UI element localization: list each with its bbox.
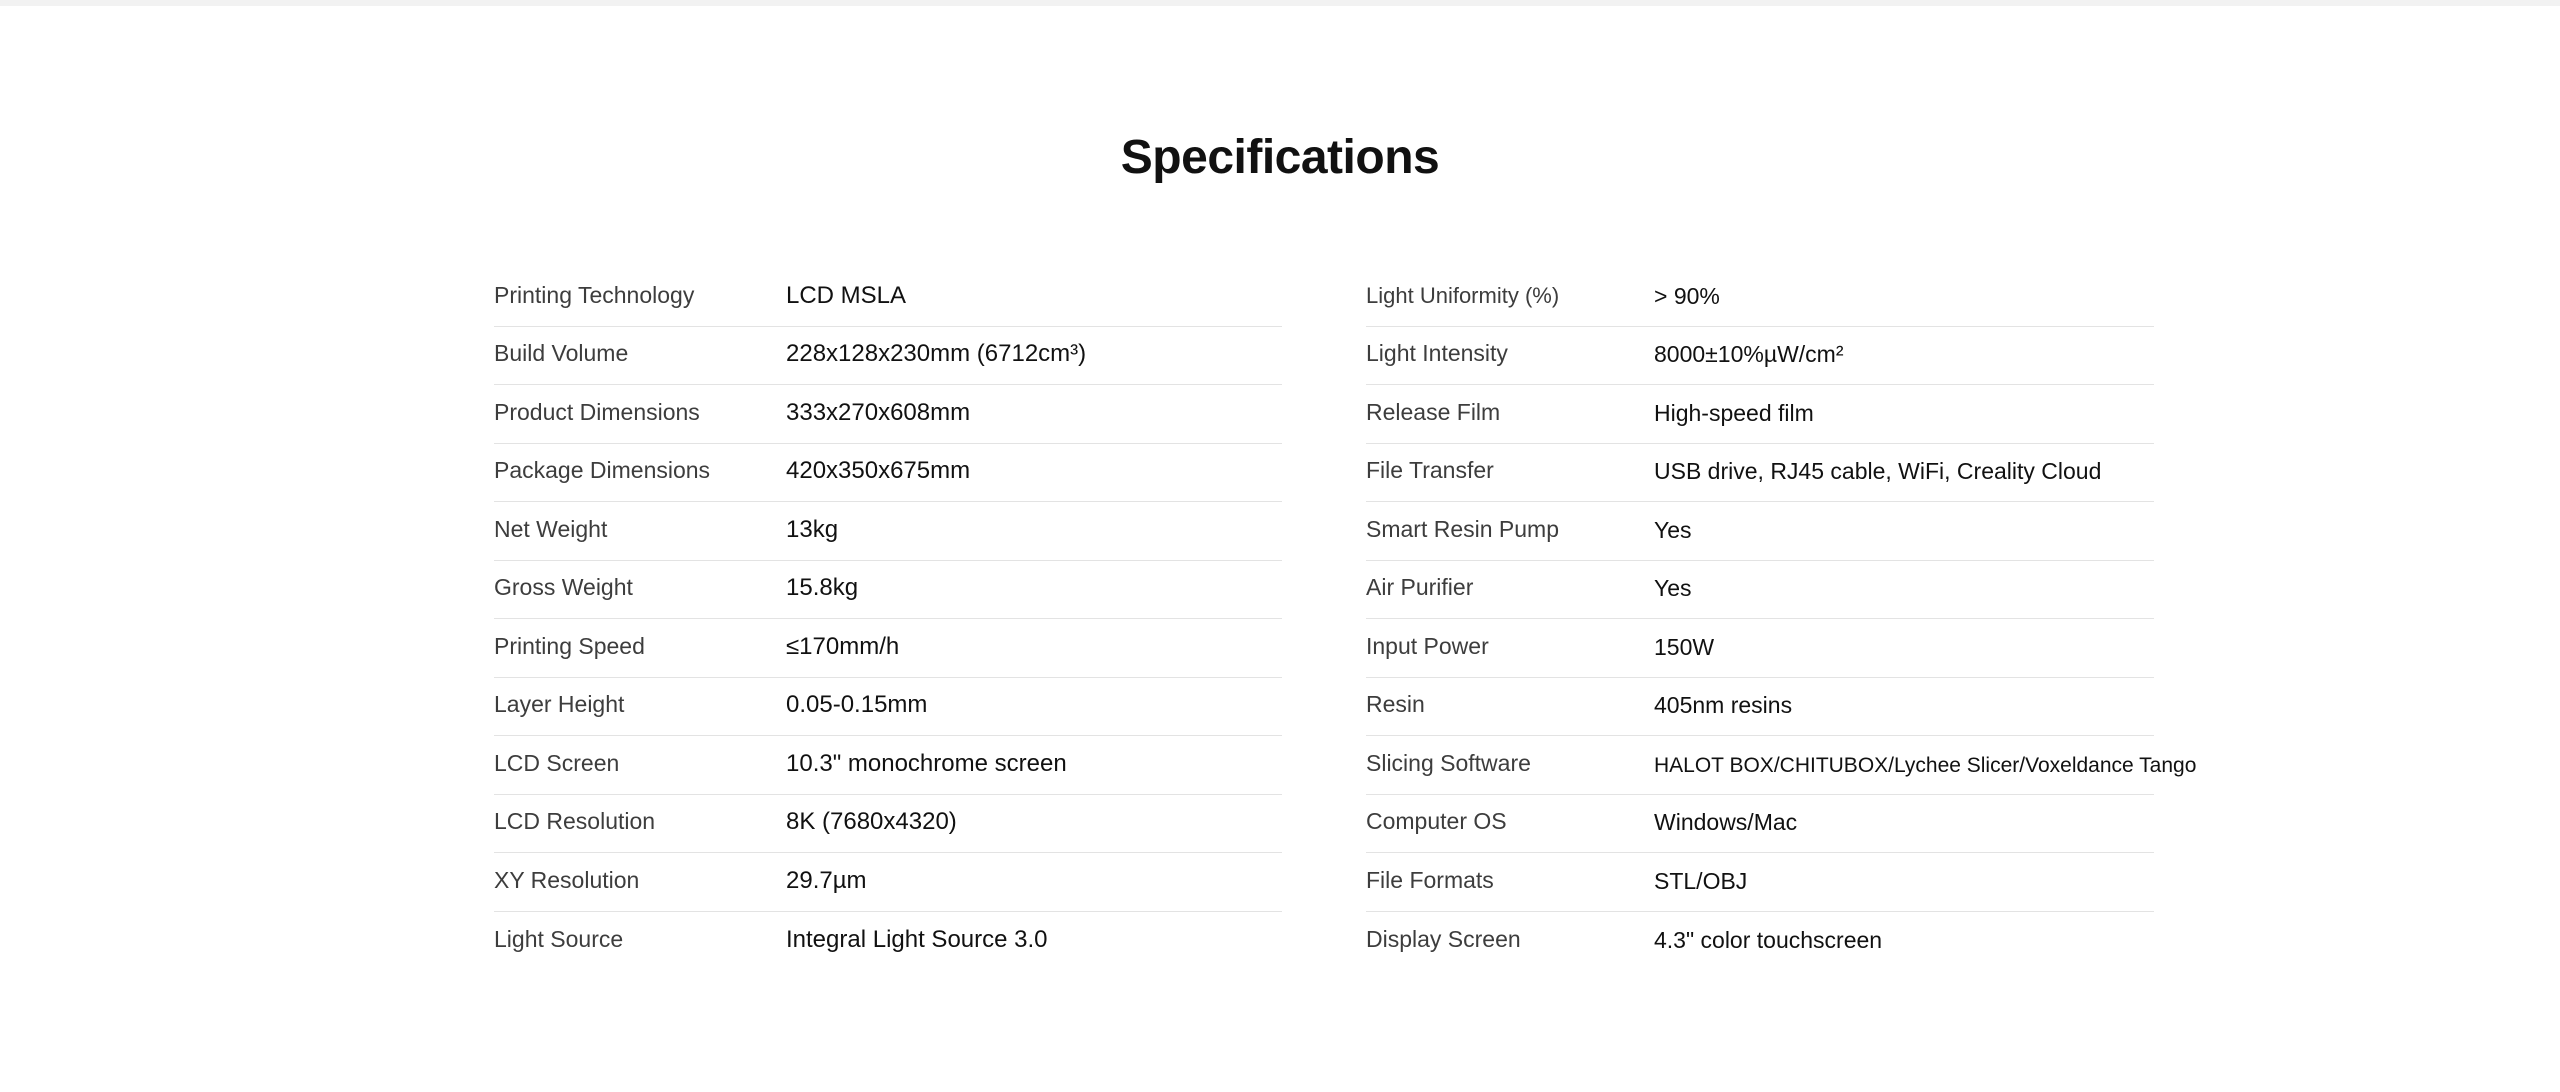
spec-row <box>494 327 1282 386</box>
spec-row <box>494 736 1282 795</box>
spec-key: Input Power <box>1366 632 1489 659</box>
spec-value: USB drive, RJ45 cable, WiFi, Creality Cloud <box>1654 458 2102 485</box>
spec-row <box>494 795 1282 854</box>
spec-row <box>494 502 1282 561</box>
spec-value: 228x128x230mm (6712cm³) <box>786 340 1087 368</box>
spec-key: Air Purifier <box>1366 574 1474 601</box>
spec-row <box>494 678 1282 737</box>
spec-row <box>494 268 1282 327</box>
spec-value: 4.3" color touchscreen <box>1654 927 1883 954</box>
spec-row <box>1366 795 2154 854</box>
spec-key: Smart Resin Pump <box>1366 515 1560 542</box>
spec-value: 29.7µm <box>786 866 867 894</box>
spec-key: LCD Resolution <box>494 808 656 835</box>
spec-value: HALOT BOX/CHITUBOX/Lychee Slicer/Voxeldance Tango <box>1654 754 2197 778</box>
spec-value: > 90% <box>1654 282 1720 309</box>
spec-value: 8K (7680x4320) <box>786 808 957 836</box>
spec-key: XY Resolution <box>494 866 640 893</box>
spec-row <box>1366 502 2154 561</box>
spec-value: LCD MSLA <box>786 281 907 309</box>
spec-key: Light Intensity <box>1366 340 1508 367</box>
spec-row <box>1366 736 2197 795</box>
spec-key: Light Source <box>494 926 624 953</box>
spec-value: 10.3" monochrome screen <box>786 749 1067 777</box>
specifications-table <box>494 268 2197 970</box>
top-divider <box>0 0 2560 6</box>
spec-row <box>1366 619 2154 678</box>
spec-value: Yes <box>1654 575 1692 602</box>
spec-row <box>1366 853 2154 912</box>
spec-value: 150W <box>1654 633 1715 660</box>
spec-value: 8000±10%µW/cm² <box>1654 341 1844 368</box>
spec-value: High-speed film <box>1654 399 1814 426</box>
spec-row <box>1366 385 2154 444</box>
spec-row <box>494 385 1282 444</box>
spec-key: Package Dimensions <box>494 457 711 484</box>
spec-value: STL/OBJ <box>1654 867 1748 894</box>
spec-row <box>1366 678 2154 737</box>
spec-key: Net Weight <box>494 515 608 542</box>
spec-row <box>1366 912 2154 971</box>
spec-row <box>1366 444 2154 503</box>
spec-key: Gross Weight <box>494 574 633 601</box>
spec-key: Computer OS <box>1366 808 1507 835</box>
spec-key: Display Screen <box>1366 926 1521 953</box>
spec-key: File Formats <box>1366 866 1494 893</box>
spec-key: File Transfer <box>1366 457 1494 484</box>
spec-key: Layer Height <box>494 691 625 718</box>
spec-value: Windows/Mac <box>1654 809 1798 836</box>
spec-value: 405nm resins <box>1654 692 1793 719</box>
spec-row <box>494 853 1282 912</box>
spec-value: Yes <box>1654 516 1692 543</box>
spec-key: Printing Speed <box>494 632 645 659</box>
spec-value: 15.8kg <box>786 574 859 602</box>
spec-row <box>494 619 1282 678</box>
specifications-column-left <box>494 268 1324 970</box>
spec-row <box>494 444 1282 503</box>
spec-row <box>494 561 1282 620</box>
spec-key: Printing Technology <box>494 281 695 308</box>
spec-value: Integral Light Source 3.0 <box>786 926 1048 954</box>
spec-key: Release Film <box>1366 398 1501 425</box>
spec-key: Product Dimensions <box>494 398 700 425</box>
spec-key: Build Volume <box>494 340 629 367</box>
spec-value: 13kg <box>786 515 839 543</box>
spec-key: Slicing Software <box>1366 749 1531 776</box>
spec-key: Light Uniformity (%) <box>1366 283 1560 309</box>
spec-value: 420x350x675mm <box>786 457 971 485</box>
spec-value: ≤170mm/h <box>786 632 900 660</box>
spec-row <box>1366 561 2154 620</box>
spec-row <box>494 912 1282 971</box>
page-title: Specifications <box>1120 131 1440 185</box>
spec-key: Resin <box>1366 691 1425 718</box>
spec-row <box>1366 268 2154 327</box>
specifications-column-right <box>1324 268 2197 970</box>
spec-value: 333x270x608mm <box>786 398 971 426</box>
spec-key: LCD Screen <box>494 749 620 776</box>
spec-value: 0.05-0.15mm <box>786 691 928 719</box>
spec-row <box>1366 327 2154 386</box>
